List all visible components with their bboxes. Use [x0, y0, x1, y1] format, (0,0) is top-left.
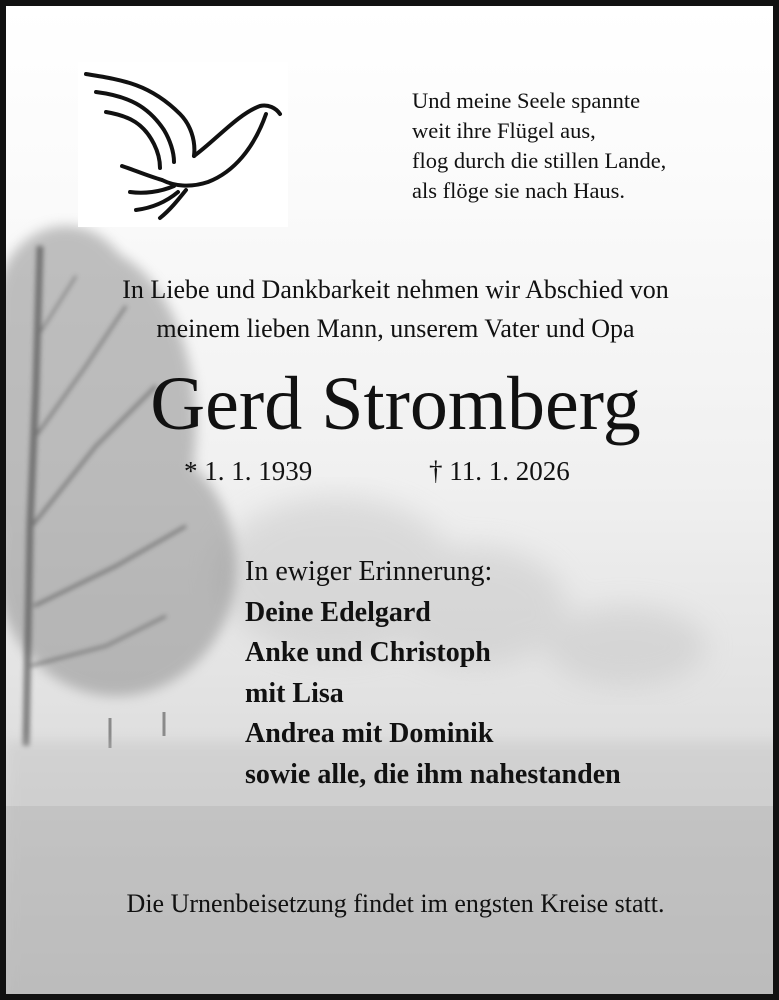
verse-line: Und meine Seele spannte: [412, 88, 641, 113]
birth-date: * 1. 1. 1939: [184, 456, 313, 486]
intro-line-2: meinem lieben Mann, unserem Vater und Opa: [156, 314, 635, 343]
verse-line: weit ihre Flügel aus,: [412, 118, 596, 143]
dove-icon: [78, 62, 288, 227]
burial-note: Die Urnenbeisetzung findet im engsten Kreise statt.: [126, 889, 665, 918]
verse-line: flog durch die stillen Lande,: [412, 148, 667, 173]
mourner-line: Anke und Christoph: [245, 637, 491, 668]
mourner-line: Andrea mit Dominik: [245, 718, 494, 749]
verse: [412, 86, 666, 206]
mourners-list: [245, 552, 621, 795]
deceased-name: Gerd Stromberg: [150, 362, 641, 446]
verse-line: als flöge sie nach Haus.: [412, 178, 626, 203]
intro-line-1: In Liebe und Dankbarkeit nehmen wir Abschied von: [122, 275, 669, 304]
death-date: † 11. 1. 2026: [429, 456, 570, 486]
mourner-line: sowie alle, die ihm nahestanden: [245, 758, 621, 790]
mourner-line: Deine Edelgard: [245, 596, 431, 628]
mourners-heading: In ewiger Erinnerung:: [245, 556, 493, 587]
mourner-line: mit Lisa: [245, 677, 344, 709]
